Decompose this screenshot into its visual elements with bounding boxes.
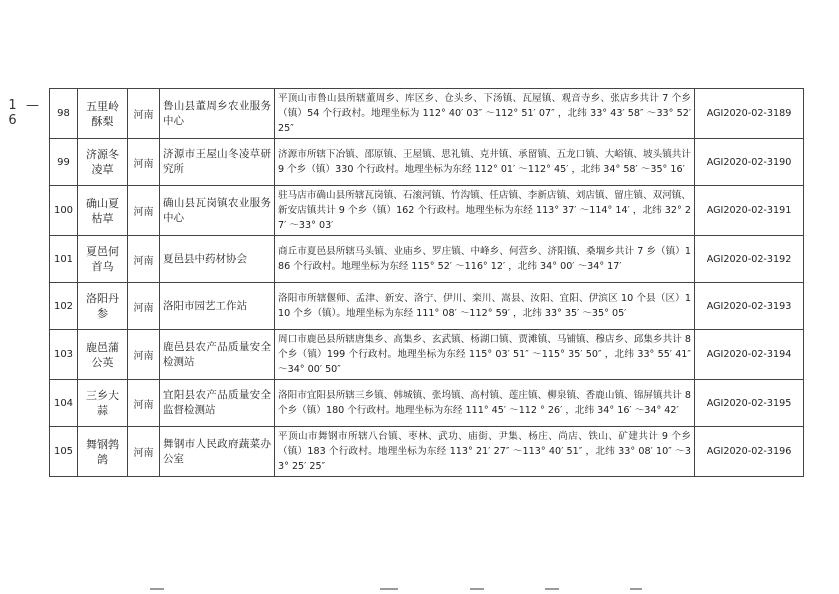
applicant-organization: 舞钢市人民政府蔬菜办公室: [160, 427, 275, 477]
scan-artifact: [470, 588, 484, 590]
product-name: 洛阳丹参: [78, 283, 128, 330]
registration-code: AGI2020-02-3190: [695, 139, 804, 186]
table-row: [50, 236, 804, 283]
table-body: [50, 89, 804, 477]
registration-code: AGI2020-02-3195: [695, 380, 804, 427]
province: 河南: [128, 330, 160, 380]
scan-artifact: [150, 588, 164, 590]
table-row: [50, 139, 804, 186]
row-number: 100: [50, 186, 78, 236]
row-number: 98: [50, 89, 78, 139]
applicant-organization: 济源市王屋山冬凌草研究所: [160, 139, 275, 186]
protection-scope: 周口市鹿邑县所辖唐集乡、高集乡、玄武镇、杨湖口镇、贾滩镇、马铺镇、穆店乡、邱集乡共计 8 个乡（镇）199 个行政村。地理坐标为东经 115° 03′ 51″ ～115° 35′ 50″ ，北纬 33° 55′ 41″ ～34° 00′ 50″: [275, 330, 695, 380]
registration-code: AGI2020-02-3196: [695, 427, 804, 477]
row-number: 103: [50, 330, 78, 380]
scan-artifact: [545, 588, 559, 590]
table-row: [50, 89, 804, 139]
product-name: 济源冬凌草: [78, 139, 128, 186]
product-name: 鹿邑蒲公英: [78, 330, 128, 380]
row-number: 99: [50, 139, 78, 186]
table-row: [50, 186, 804, 236]
protection-scope: 洛阳市宜阳县所辖三乡镇、韩城镇、张坞镇、高村镇、莲庄镇、柳泉镇、香鹿山镇、锦屏镇共计 8 个乡（镇）180 个行政村。地理坐标为东经 111° 45′ ～112 ° 26′ ，北纬 34° 16′ ～34° 42′: [275, 380, 695, 427]
applicant-organization: 宜阳县农产品质量安全监督检测站: [160, 380, 275, 427]
registration-table: [49, 88, 804, 477]
table-row: [50, 283, 804, 330]
province: 河南: [128, 380, 160, 427]
page-number: — 16: [5, 98, 40, 128]
province: 河南: [128, 283, 160, 330]
protection-scope: 平顶山市舞钢市所辖八台镇、枣林、武功、庙街、尹集、杨庄、尚店、铁山、矿建共计 9 个乡（镇）183 个行政村。地理坐标为东经 113° 21′ 27″ ～113° 40′ 51″ ，北纬 33° 08′ 10″ ～33° 25′ 25″: [275, 427, 695, 477]
registration-code: AGI2020-02-3194: [695, 330, 804, 380]
protection-scope: 洛阳市所辖偃师、孟津、新安、洛宁、伊川、栾川、嵩县、汝阳、宜阳、伊滨区 10 个县（区）110 个乡（镇）。地理坐标为东经 111° 08′ ～112° 59′ ，北纬 33° 35′ ～35° 05′: [275, 283, 695, 330]
table-row: [50, 330, 804, 380]
product-name: 五里岭酥梨: [78, 89, 128, 139]
province: 河南: [128, 139, 160, 186]
table-row: [50, 380, 804, 427]
row-number: 104: [50, 380, 78, 427]
province: 河南: [128, 427, 160, 477]
registration-code: AGI2020-02-3189: [695, 89, 804, 139]
registration-code: AGI2020-02-3192: [695, 236, 804, 283]
province: 河南: [128, 236, 160, 283]
protection-scope: 济源市所辖下冶镇、邵原镇、王屋镇、思礼镇、克井镇、承留镇、五龙口镇、大峪镇、坡头镇共计 9 个乡（镇）330 个行政村。地理坐标为东经 112° 01′ ～112° 45′ ，北纬 34° 58′ ～35° 16′: [275, 139, 695, 186]
protection-scope: 商丘市夏邑县所辖马头镇、业庙乡、罗庄镇、中峰乡、何营乡、济阳镇、桑堌乡共计 7 乡（镇）186 个行政村。地理坐标为东经 115° 52′ ～116° 12′ ，北纬 34° 00′ ～34° 17′: [275, 236, 695, 283]
product-name: 夏邑何首乌: [78, 236, 128, 283]
province: 河南: [128, 89, 160, 139]
row-number: 102: [50, 283, 78, 330]
registration-code: AGI2020-02-3193: [695, 283, 804, 330]
province: 河南: [128, 186, 160, 236]
protection-scope: 平顶山市鲁山县所辖董周乡、库区乡、仓头乡、下汤镇、瓦屋镇、观音寺乡、张店乡共计 7 个乡（镇）54 个行政村。地理坐标为 112° 40′ 03″ ～112° 51′ 07″ ，北纬 33° 43′ 58″ ～33° 52′ 25″: [275, 89, 695, 139]
row-number: 101: [50, 236, 78, 283]
row-number: 105: [50, 427, 78, 477]
scan-artifact: [630, 588, 642, 590]
protection-scope: 驻马店市确山县所辖瓦岗镇、石滚河镇、竹沟镇、任店镇、李新店镇、刘店镇、留庄镇、双河镇、新安店镇共计 9 个乡（镇）162 个行政村。地理坐标为东经 113° 37′ ～114° 14′ ，北纬 32° 27′ ～33° 03′: [275, 186, 695, 236]
scan-artifact: [380, 588, 398, 590]
applicant-organization: 确山县瓦岗镇农业服务中心: [160, 186, 275, 236]
applicant-organization: 夏邑县中药材协会: [160, 236, 275, 283]
product-name: 舞钢鹁鸽: [78, 427, 128, 477]
applicant-organization: 洛阳市园艺工作站: [160, 283, 275, 330]
table-row: [50, 427, 804, 477]
applicant-organization: 鹿邑县农产品质量安全检测站: [160, 330, 275, 380]
registration-code: AGI2020-02-3191: [695, 186, 804, 236]
product-name: 确山夏枯草: [78, 186, 128, 236]
product-name: 三乡大蒜: [78, 380, 128, 427]
applicant-organization: 鲁山县董周乡农业服务中心: [160, 89, 275, 139]
